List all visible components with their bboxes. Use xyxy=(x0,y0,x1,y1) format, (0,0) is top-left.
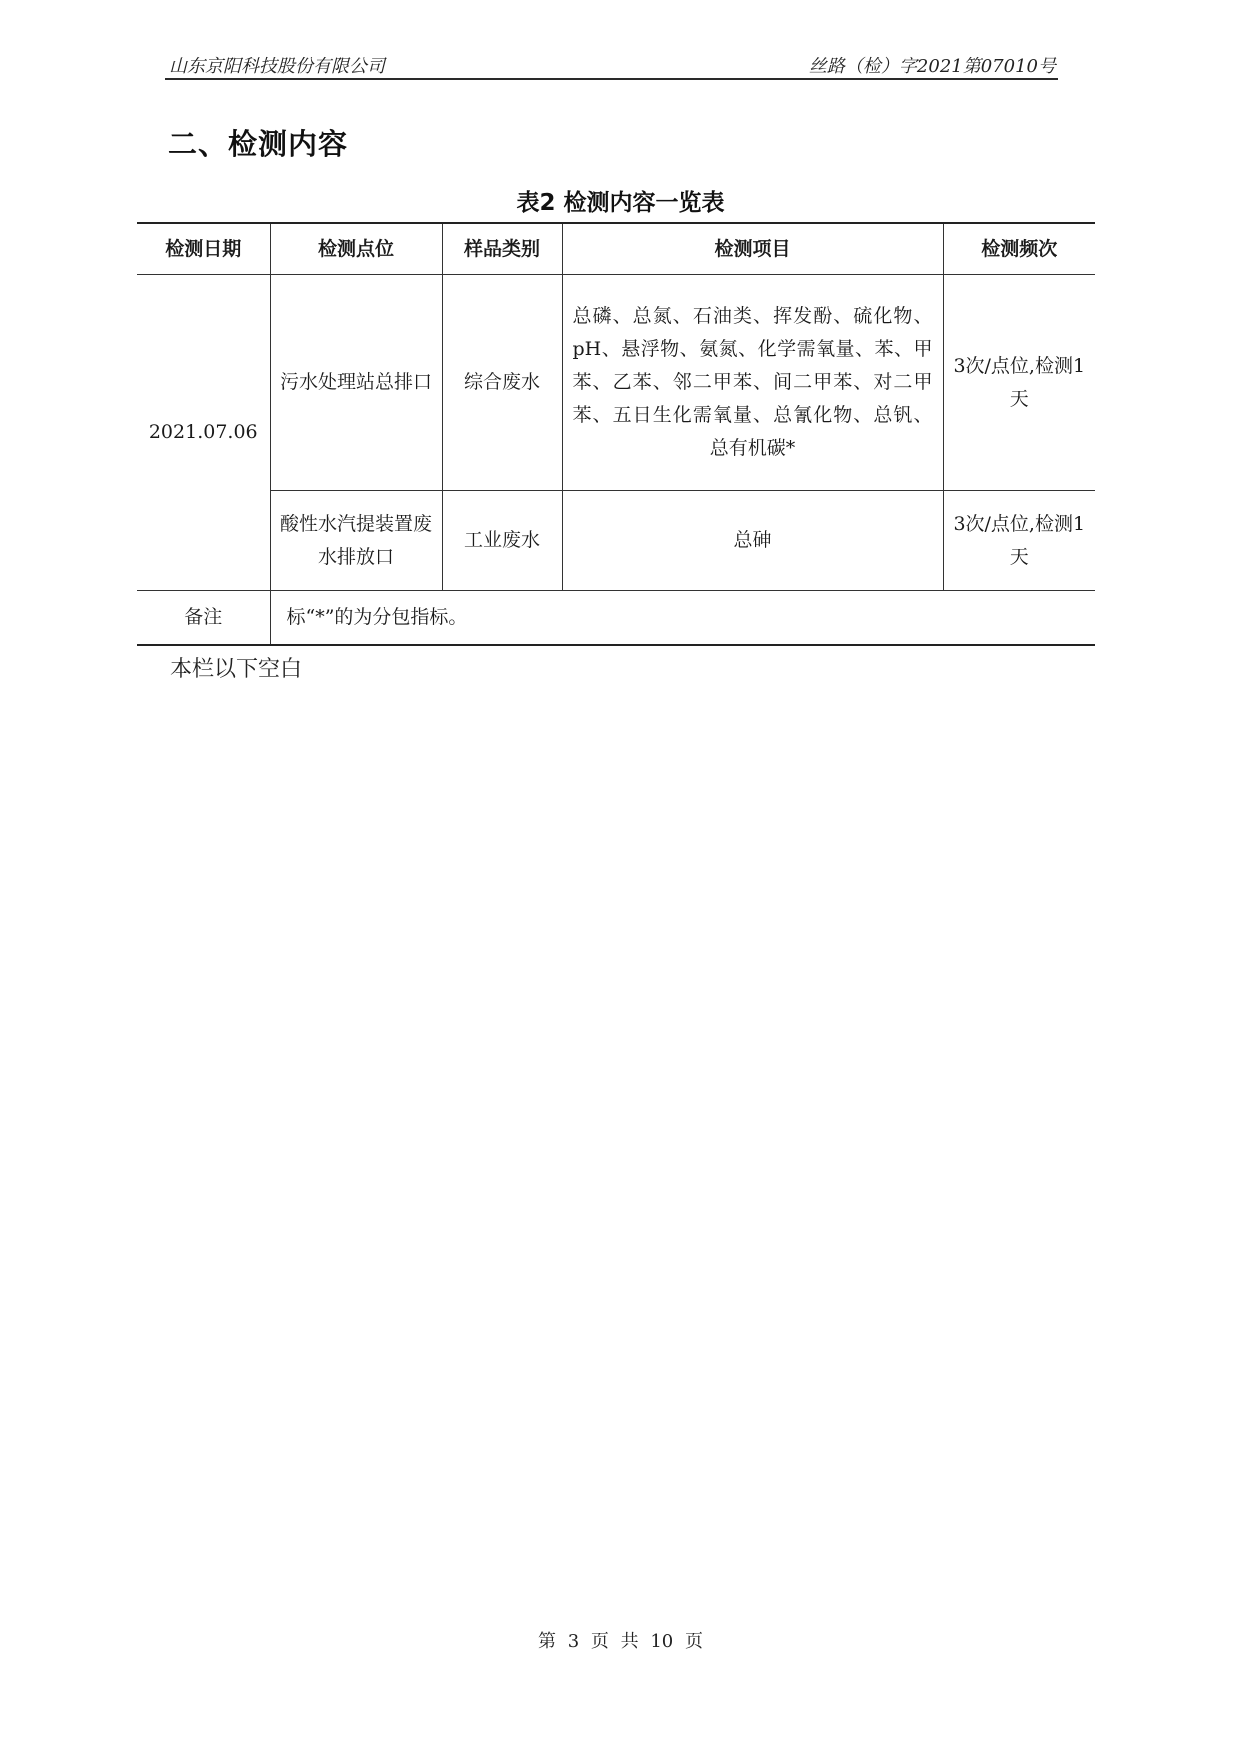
header-frequency: 检测频次 xyxy=(943,223,1095,275)
table-row xyxy=(137,275,1095,491)
report-number: 丝路（检）字2021第07010号 xyxy=(808,56,1056,77)
items-cell: 总磷、总氮、石油类、挥发酚、硫化物、pH、悬浮物、氨氮、化学需氧量、苯、甲苯、乙苯、邻二甲苯、间二甲苯、对二甲苯、五日生化需氧量、总氰化物、总钒、总有机碳* xyxy=(562,275,943,491)
table-caption: 表2 检测内容一览表 xyxy=(516,190,725,216)
date-cell: 2021.07.06 xyxy=(137,275,270,591)
header-items: 检测项目 xyxy=(562,223,943,275)
blank-below-note: 本栏以下空白 xyxy=(170,657,303,682)
detection-content-table xyxy=(137,222,1095,646)
frequency-cell: 3次/点位,检测1天 xyxy=(943,275,1095,491)
page-footer: 第 3 页 共 10 页 xyxy=(538,1631,703,1652)
section-title: 二、检测内容 xyxy=(168,127,349,161)
header-point: 检测点位 xyxy=(270,223,442,275)
table-row xyxy=(137,491,1095,591)
category-cell: 综合废水 xyxy=(442,275,562,491)
header-date: 检测日期 xyxy=(137,223,270,275)
items-cell: 总砷 xyxy=(562,491,943,591)
table-header-row xyxy=(137,223,1095,275)
category-cell: 工业废水 xyxy=(442,491,562,591)
company-name: 山东京阳科技股份有限公司 xyxy=(169,56,385,77)
point-cell: 污水处理站总排口 xyxy=(270,275,442,491)
note-label: 备注 xyxy=(137,591,270,645)
frequency-cell: 3次/点位,检测1天 xyxy=(943,491,1095,591)
point-cell: 酸性水汽提装置废水排放口 xyxy=(270,491,442,591)
note-row xyxy=(137,591,1095,645)
note-text: 标“*”的为分包指标。 xyxy=(270,591,1095,645)
page-header xyxy=(165,48,1058,80)
header-category: 样品类别 xyxy=(442,223,562,275)
